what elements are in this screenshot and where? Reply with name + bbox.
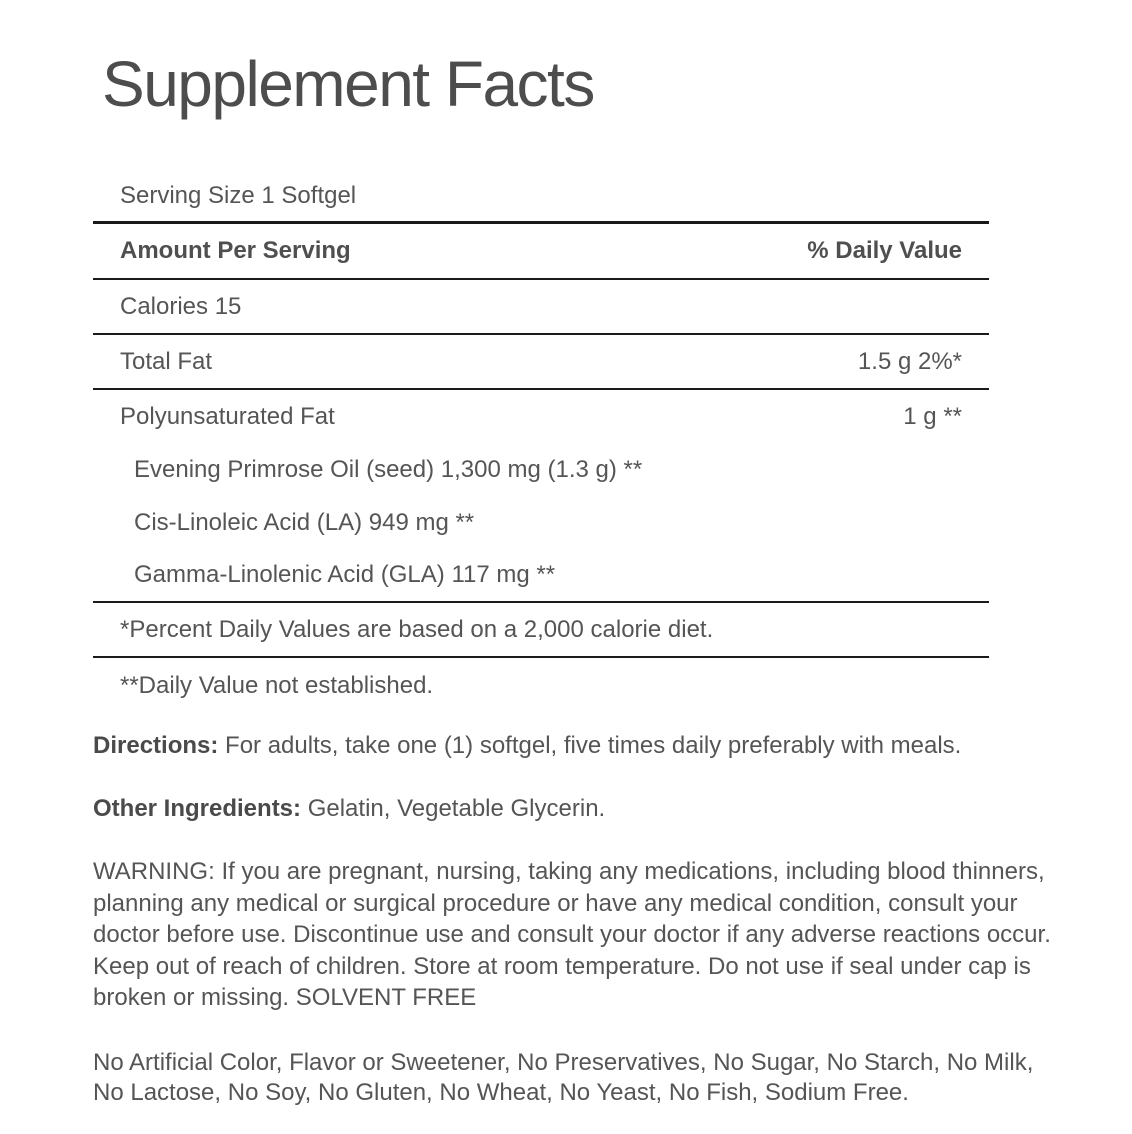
warning-text: WARNING: If you are pregnant, nursing, taking any medications, including blood thinners, planning any medical or surgical procedure or have any medical condition, consult your doctor before use. Discontinue use and consult your doctor if any adverse reactions occur. Keep out of reach of children. Store at room temperature. Do not use if seal under cap is broken or missing. SOLVENT FREE: [93, 858, 1051, 1011]
ingredient-label: Evening Primrose Oil (seed) 1,300 mg (1.3 g) **: [134, 455, 643, 483]
ingredient-row: [93, 496, 989, 549]
polyunsaturated-fat-label: Polyunsaturated Fat: [120, 402, 335, 430]
total-fat-row: [93, 335, 989, 390]
percent-daily-value-footnote-row: [93, 603, 989, 658]
ingredient-row: [93, 443, 989, 496]
daily-value-header: % Daily Value: [807, 237, 962, 264]
polyunsaturated-fat-value: 1 g **: [903, 402, 962, 430]
calories-label: Calories 15: [120, 292, 242, 320]
directions: [93, 730, 1068, 762]
daily-value-not-established-footnote: **Daily Value not established.: [120, 671, 434, 699]
directions-text: For adults, take one (1) softgel, five times daily preferably with meals.: [218, 732, 962, 759]
ingredient-label: Gamma-Linolenic Acid (GLA) 117 mg **: [134, 561, 556, 588]
page-title: Supplement Facts: [102, 48, 594, 120]
total-fat-value: 1.5 g 2%*: [857, 347, 962, 375]
serving-size: Serving Size 1 Softgel: [120, 181, 357, 209]
directions-label: Directions:: [93, 732, 219, 759]
supplement-facts-table: [93, 170, 989, 713]
ingredient-label: Cis-Linoleic Acid (LA) 949 mg **: [134, 508, 475, 536]
other-ingredients: [93, 793, 1068, 825]
amount-per-serving-header: Amount Per Serving: [120, 237, 351, 264]
ingredient-row: [93, 549, 989, 603]
free-from-claims: No Artificial Color, Flavor or Sweetener, No Preservatives, No Sugar, No Starch, No Milk, No Lactose, No Soy, No Gluten, No Wheat, No Yeast, No Fish, Sodium Free.: [93, 1049, 1034, 1106]
daily-value-not-established-row: [93, 658, 989, 713]
polyunsaturated-fat-row: [93, 390, 989, 443]
other-ingredients-text: Gelatin, Vegetable Glycerin.: [301, 795, 606, 822]
table-header-row: [93, 224, 989, 280]
total-fat-label: Total Fat: [120, 347, 213, 375]
other-ingredients-label: Other Ingredients:: [93, 795, 302, 822]
serving-size-row: [93, 170, 989, 224]
percent-daily-value-footnote: *Percent Daily Values are based on a 2,000 calorie diet.: [120, 615, 714, 643]
calories-row: [93, 280, 989, 335]
